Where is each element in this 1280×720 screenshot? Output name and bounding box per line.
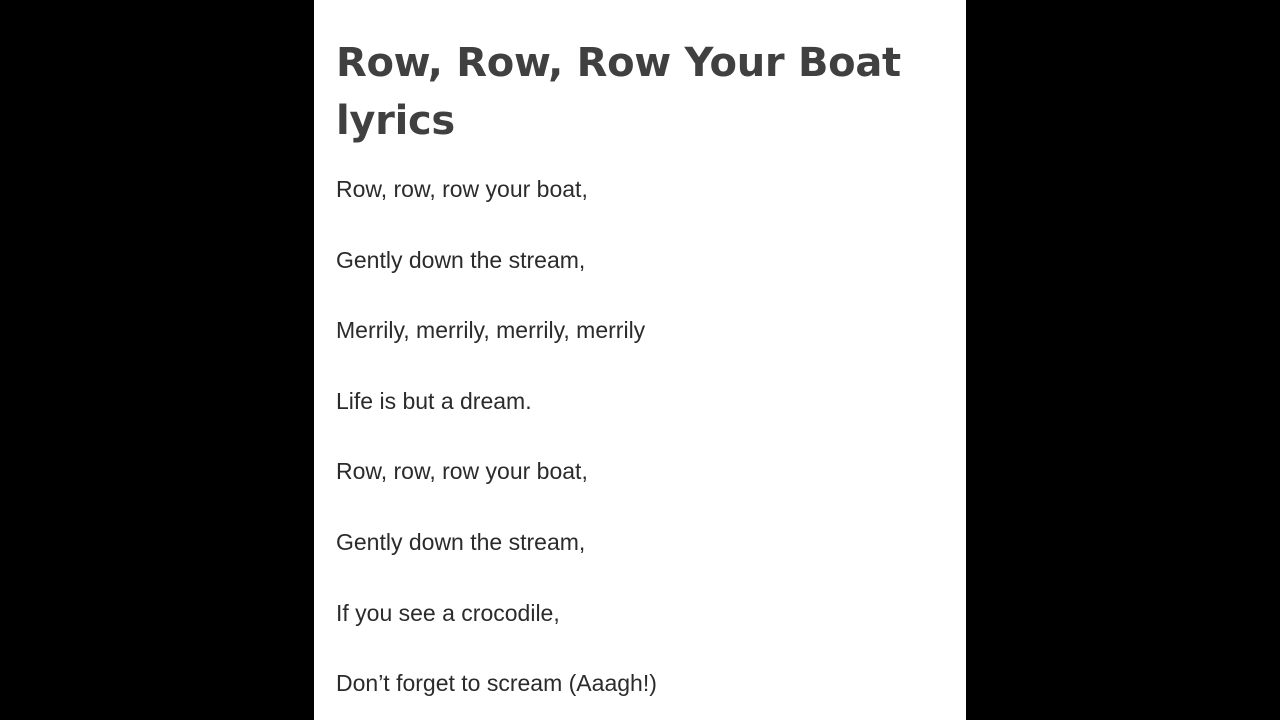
- lyric-line: Gently down the stream,: [336, 246, 586, 273]
- lyric-line: Gently down the stream,: [336, 528, 586, 555]
- lyric-line: Life is but a dream.: [336, 387, 532, 414]
- lyric-line: If you see a crocodile,: [336, 599, 560, 626]
- lyric-line: Merrily, merrily, merrily, merrily: [336, 317, 646, 344]
- page-title: Row, Row, Row Your Boat lyrics: [336, 40, 901, 144]
- letterbox-bar-right: [966, 0, 1280, 720]
- lyrics-block: [336, 176, 926, 698]
- document-page: [314, 0, 966, 720]
- lyric-line: Row, row, row your boat,: [336, 176, 588, 202]
- letterbox-bar-left: [0, 0, 314, 720]
- lyric-line: Row, row, row your boat,: [336, 458, 588, 485]
- lyric-line: Don’t forget to scream (Aaagh!): [336, 670, 657, 697]
